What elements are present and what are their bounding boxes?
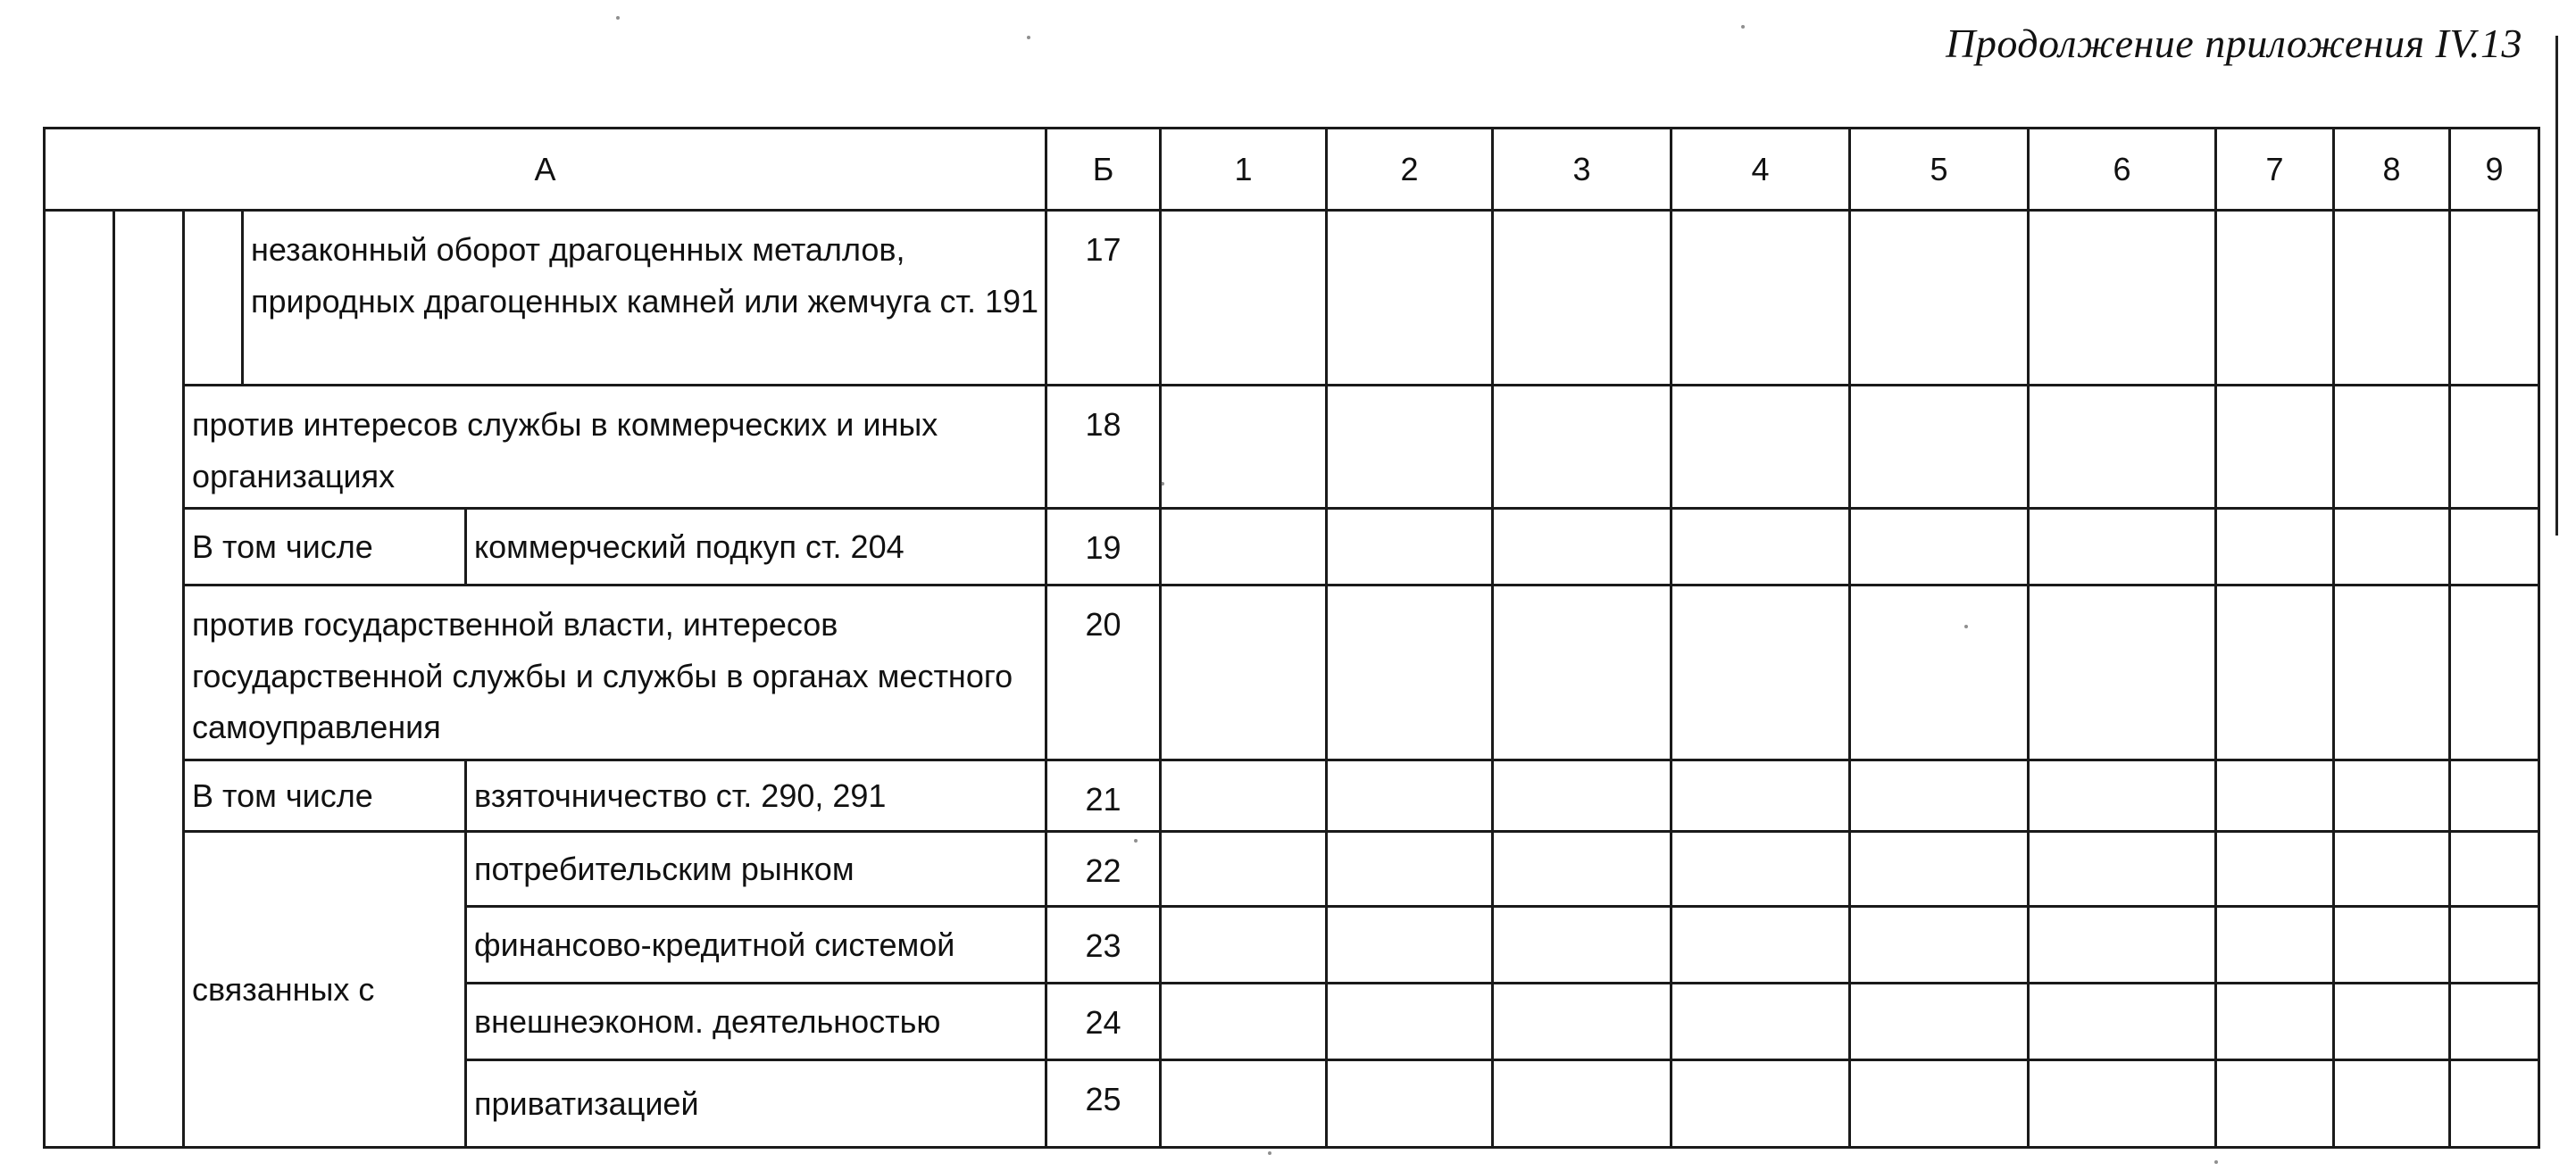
- data-cell[interactable]: [1327, 509, 1493, 586]
- data-cell[interactable]: [2334, 983, 2450, 1059]
- data-cell[interactable]: [2334, 586, 2450, 760]
- scan-speck: [2214, 1160, 2218, 1164]
- data-cell[interactable]: [1161, 586, 1327, 760]
- scan-speck: [1964, 625, 1968, 628]
- data-cell[interactable]: [2334, 831, 2450, 906]
- data-cell[interactable]: [1327, 760, 1493, 831]
- header-col-1: 1: [1161, 129, 1327, 211]
- data-cell[interactable]: [1671, 906, 1850, 983]
- data-cell[interactable]: [1327, 586, 1493, 760]
- data-cell[interactable]: [1671, 211, 1850, 386]
- data-cell[interactable]: [2029, 211, 2216, 386]
- data-cell[interactable]: [1850, 1059, 2029, 1147]
- data-cell[interactable]: [1850, 760, 2029, 831]
- data-cell[interactable]: [1850, 906, 2029, 983]
- data-cell[interactable]: [2450, 586, 2539, 760]
- row-code: 25: [1046, 1059, 1161, 1147]
- row-label: внешнеэконом. деятельностью: [466, 983, 1046, 1059]
- data-cell[interactable]: [1671, 1059, 1850, 1147]
- scan-speck: [1134, 839, 1138, 843]
- data-cell[interactable]: [2450, 211, 2539, 386]
- data-cell[interactable]: [1493, 386, 1671, 509]
- data-cell[interactable]: [1161, 509, 1327, 586]
- data-cell[interactable]: [1671, 386, 1850, 509]
- data-cell[interactable]: [1850, 509, 2029, 586]
- table-row: [45, 831, 2539, 906]
- data-cell[interactable]: [2216, 831, 2334, 906]
- scan-speck: [1027, 36, 1030, 39]
- data-cell[interactable]: [2216, 1059, 2334, 1147]
- row-code: 23: [1046, 906, 1161, 983]
- data-cell[interactable]: [1493, 983, 1671, 1059]
- indent-column-1: [45, 211, 114, 1148]
- data-cell[interactable]: [1327, 1059, 1493, 1147]
- data-cell[interactable]: [2029, 586, 2216, 760]
- data-cell[interactable]: [2216, 509, 2334, 586]
- data-cell[interactable]: [2029, 1059, 2216, 1147]
- data-cell[interactable]: [2029, 831, 2216, 906]
- data-cell[interactable]: [2216, 211, 2334, 386]
- data-cell[interactable]: [2334, 386, 2450, 509]
- row-code: 24: [1046, 983, 1161, 1059]
- data-cell[interactable]: [1850, 211, 2029, 386]
- data-cell[interactable]: [1493, 509, 1671, 586]
- scan-speck: [1741, 25, 1745, 29]
- data-cell[interactable]: [1161, 386, 1327, 509]
- indent-column-2: [114, 211, 184, 1148]
- data-cell[interactable]: [1850, 586, 2029, 760]
- data-cell[interactable]: [2029, 386, 2216, 509]
- data-cell[interactable]: [1161, 983, 1327, 1059]
- scan-speck: [616, 16, 620, 20]
- data-cell[interactable]: [2216, 983, 2334, 1059]
- row-group-label: связанных с: [184, 831, 466, 1147]
- data-cell[interactable]: [2216, 386, 2334, 509]
- indent-column-3: [184, 211, 243, 386]
- data-cell[interactable]: [1850, 386, 2029, 509]
- row-code: 22: [1046, 831, 1161, 906]
- data-cell[interactable]: [1493, 906, 1671, 983]
- data-cell[interactable]: [1671, 983, 1850, 1059]
- data-cell[interactable]: [2029, 509, 2216, 586]
- data-cell[interactable]: [1493, 831, 1671, 906]
- row-code: 17: [1046, 211, 1161, 386]
- row-label: потребительским рынком: [466, 831, 1046, 906]
- row-code: 18: [1046, 386, 1161, 509]
- data-cell[interactable]: [1161, 906, 1327, 983]
- data-cell[interactable]: [1327, 983, 1493, 1059]
- data-cell[interactable]: [2450, 983, 2539, 1059]
- data-cell[interactable]: [2029, 760, 2216, 831]
- header-col-9: 9: [2450, 129, 2539, 211]
- header-row: [45, 129, 2539, 211]
- data-cell[interactable]: [1161, 760, 1327, 831]
- table-row: [45, 760, 2539, 831]
- row-label: финансово-кредитной системой: [466, 906, 1046, 983]
- data-cell[interactable]: [2334, 211, 2450, 386]
- data-cell[interactable]: [2216, 906, 2334, 983]
- row-label: против государственной власти, интересов государственной службы и службы в органах местного самоуправления: [184, 586, 1046, 760]
- table-row: [45, 386, 2539, 509]
- data-cell[interactable]: [1161, 1059, 1327, 1147]
- data-cell[interactable]: [1493, 1059, 1671, 1147]
- scan-speck: [1268, 1151, 1271, 1155]
- table-row: [45, 509, 2539, 586]
- header-col-5: 5: [1850, 129, 2029, 211]
- header-col-a: А: [45, 129, 1046, 211]
- header-col-b: Б: [1046, 129, 1161, 211]
- row-label: коммерческий подкуп ст. 204: [466, 509, 1046, 586]
- row-group-label: В том числе: [184, 760, 466, 831]
- scan-speck: [1161, 482, 1164, 486]
- data-cell[interactable]: [1493, 586, 1671, 760]
- row-group-label: В том числе: [184, 509, 466, 586]
- page-edge-rule: [2555, 36, 2558, 536]
- data-cell[interactable]: [2450, 906, 2539, 983]
- header-col-4: 4: [1671, 129, 1850, 211]
- data-cell[interactable]: [1493, 211, 1671, 386]
- data-cell[interactable]: [2450, 509, 2539, 586]
- data-cell[interactable]: [2450, 1059, 2539, 1147]
- data-cell[interactable]: [1850, 831, 2029, 906]
- row-code: 21: [1046, 760, 1161, 831]
- data-cell[interactable]: [1671, 831, 1850, 906]
- data-cell[interactable]: [1327, 211, 1493, 386]
- data-cell[interactable]: [1671, 509, 1850, 586]
- header-col-8: 8: [2334, 129, 2450, 211]
- header-col-2: 2: [1327, 129, 1493, 211]
- row-code: 20: [1046, 586, 1161, 760]
- header-col-6: 6: [2029, 129, 2216, 211]
- row-code: 19: [1046, 509, 1161, 586]
- data-cell[interactable]: [1161, 831, 1327, 906]
- data-cell[interactable]: [2334, 509, 2450, 586]
- data-cell[interactable]: [2029, 983, 2216, 1059]
- header-col-3: 3: [1493, 129, 1671, 211]
- row-label: взяточничество ст. 290, 291: [466, 760, 1046, 831]
- data-cell[interactable]: [1327, 831, 1493, 906]
- data-cell[interactable]: [2450, 831, 2539, 906]
- data-cell[interactable]: [1327, 906, 1493, 983]
- data-cell[interactable]: [2216, 586, 2334, 760]
- data-cell[interactable]: [2029, 906, 2216, 983]
- statistics-form-table: [43, 127, 2540, 1149]
- data-cell[interactable]: [2450, 760, 2539, 831]
- data-cell[interactable]: [1327, 386, 1493, 509]
- data-cell[interactable]: [1493, 760, 1671, 831]
- table-row: [45, 211, 2539, 386]
- row-label: против интересов службы в коммерческих и иных организациях: [184, 386, 1046, 509]
- data-cell[interactable]: [2450, 386, 2539, 509]
- appendix-caption: Продолжение приложения IV.13: [1946, 21, 2522, 66]
- data-cell[interactable]: [2334, 760, 2450, 831]
- data-cell[interactable]: [1161, 211, 1327, 386]
- data-cell[interactable]: [2334, 1059, 2450, 1147]
- data-cell[interactable]: [2216, 760, 2334, 831]
- row-label: приватизацией: [466, 1059, 1046, 1147]
- data-cell[interactable]: [2334, 906, 2450, 983]
- data-cell[interactable]: [1671, 586, 1850, 760]
- row-label: незаконный оборот драгоценных металлов, природных драгоценных камней или жемчуга ст. 191: [243, 211, 1046, 386]
- data-cell[interactable]: [1850, 983, 2029, 1059]
- table-row: [45, 586, 2539, 760]
- header-col-7: 7: [2216, 129, 2334, 211]
- data-cell[interactable]: [1671, 760, 1850, 831]
